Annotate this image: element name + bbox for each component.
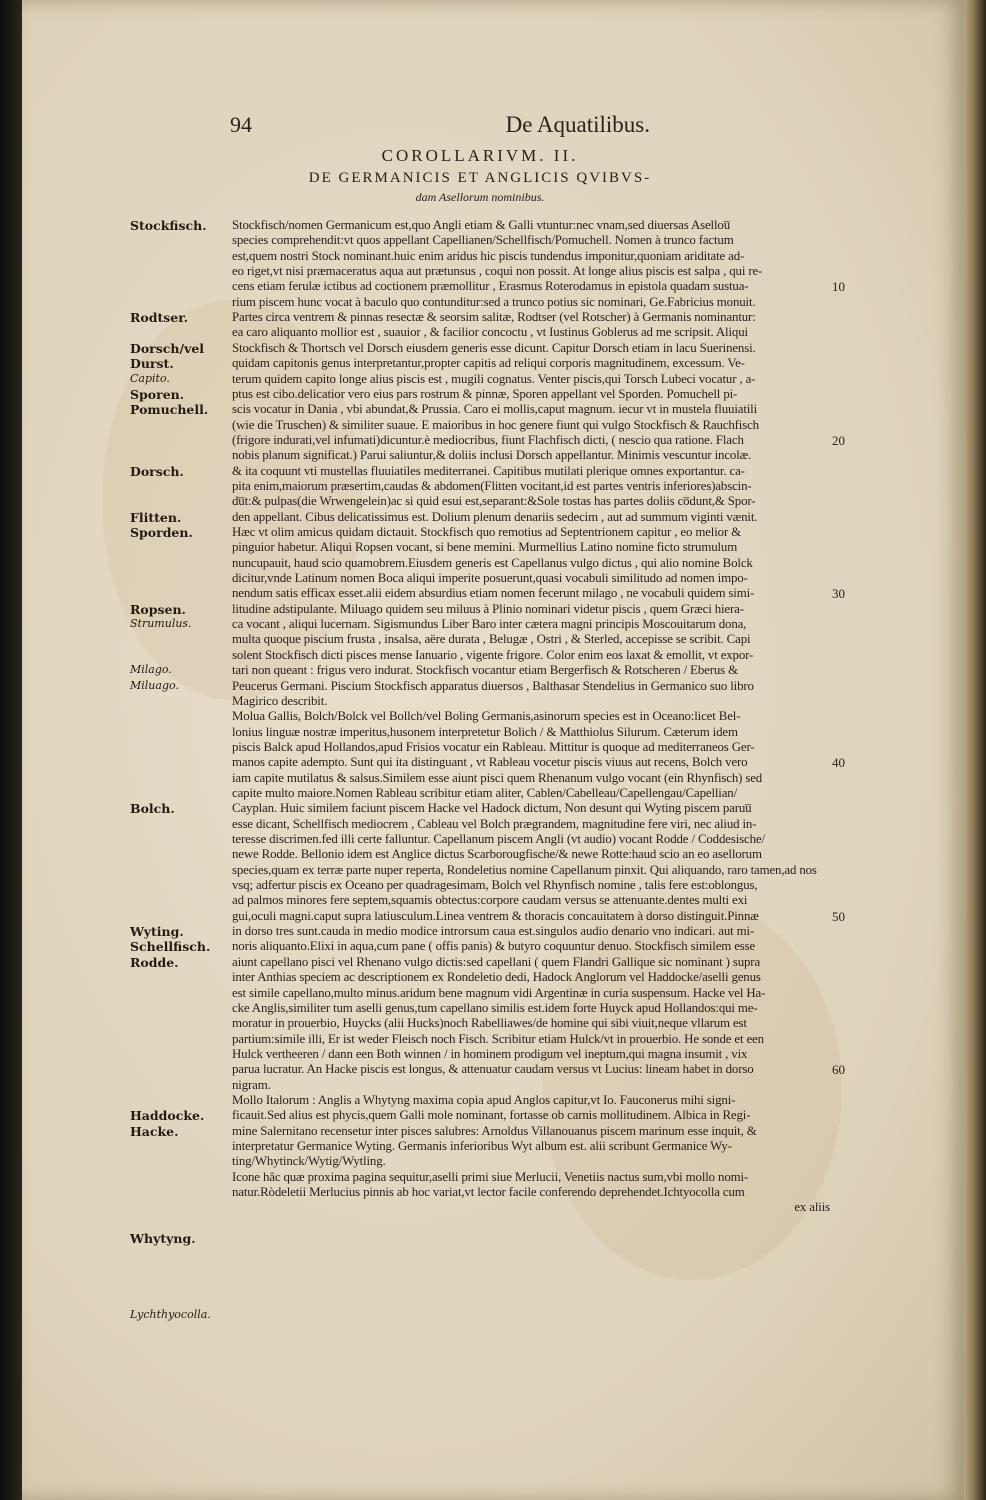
text-line: esse dicant, Schellfisch mediocrem , Cableau vel Bolch prægrandem, magnitudine fere viri, nec aliud in-: [232, 816, 757, 831]
line-number: 40: [832, 755, 845, 771]
margin-note: Ropsen.: [130, 601, 186, 617]
text-line: interpretatur Germanice Wyting. Germanis inferioribus Wyt album est. alii scribunt Germanice Wy-: [232, 1139, 732, 1153]
text-line: (wie die Truschen) & similiter suaue. E maioribus in hoc genere fiunt qui vulgo Stockfisch & Rauchfisch: [232, 417, 759, 432]
text-line: Magirico describit.: [232, 693, 328, 708]
text-line: nigram.: [232, 1077, 271, 1092]
line-number: 30: [832, 586, 845, 602]
text-line: capite multo maiore.Nomen Rableau scribitur etiam aliter, Cablen/Cabelleau/Capellengau/Capellian/: [232, 785, 738, 800]
text-line: nuncupauit, haud scio quamobrem.Eiusdem generis est Capellanus vulgo dictus , qui alio nomine Bolck: [232, 555, 753, 570]
text-line: est simile capellano,multo minus.aridum bene magnum vidi Argentinæ in curia suspensum. Hacke vel Ha-: [232, 985, 766, 1000]
line-number: 60: [832, 1062, 845, 1078]
text-line: teresse discrimen.fed illi certe falluntur. Capellanum piscem Angli (vt audio) vocant Rodde / Coddesische/: [232, 832, 765, 846]
text-line: ea caro aliquanto mollior est , suauior , & facilior concoctu , vt Iustinus Goblerus ad me scripsit. Aliqui: [232, 325, 748, 340]
text-line: ca vocant , aliqui lucernam. Sigismundus Liber Baro inter cætera magni principis Moscouitarum dona,: [232, 617, 747, 632]
margin-note: Milago.: [130, 663, 172, 677]
text-line: gui,oculi magni.caput supra latiusculum.Linea ventrem & thoracis concauitatem à dorso distinguit.Pinnæ: [232, 908, 759, 923]
text-line: piscis Balck apud Hollandos,apud Frisios vocatur ein Rableau. Mittitur is quoque ad mediterraneos Ger-: [232, 739, 755, 754]
text-line: newe Rodde. Bellonio idem est Anglice dictus Scarborougfische/& newe Rotte:haud scio an eo asellorum: [232, 847, 762, 862]
corollarium-heading: COROLLARIVM. II.: [381, 146, 579, 165]
margin-note: Capito.: [130, 371, 170, 385]
margin-note: Wyting.: [130, 924, 184, 940]
margin-note: Bolch.: [130, 801, 175, 817]
text-line: ad palmos minores fere septem,squamis obtectus:corpore caudam versus se attenuante.dentes multi exi: [232, 893, 748, 908]
text-line: cke Anglis,similiter tum aselli genus,tum capellano similis est.idem forte Huyck apud Hollandos:qui me-: [232, 1000, 758, 1015]
book-spine-shadow: [0, 0, 22, 1500]
text-line: terum quidem capito longe alius piscis est , mugili cognatus. Venter piscis,qui Torsch Lubeci vocatur , a-: [232, 371, 756, 386]
margin-note: Flitten.: [130, 509, 182, 525]
text-line: Stockfisch & Thortsch vel Dorsch eiusdem generis esse dicunt. Capitur Dorsch etiam in lacu Suerinensi.: [232, 340, 756, 355]
page-edge-shadow: [964, 0, 986, 1500]
text-line: noris aliquanto.Elixi in aqua,cum pane ( offis panis) & butyro coquuntur denuo. Stockfisch similem esse: [232, 939, 756, 954]
text-line: Mollo Italorum : Anglis a Whytyng maxima copia apud Anglos capitur,vt Io. Fauconerus mihi signi-: [232, 1092, 736, 1107]
margin-note: Dorsch.: [130, 463, 184, 479]
margin-note: Hacke.: [130, 1123, 179, 1139]
line-number: 50: [832, 908, 845, 924]
margin-note: Dorsch/vel: [130, 340, 205, 356]
text-line: rium piscem hunc vocat à baculo quo contunditur:sed a trunco potius sic nominari, Ge.Fabricius monuit.: [232, 294, 756, 309]
text-line: Icone hâc quæ proxima pagina sequitur,aselli primi siue Merlucii, Venetiis nactus sum,vbi mollo nomi-: [232, 1169, 749, 1184]
margin-note: Pomuchell.: [130, 402, 209, 418]
text-line: Stockfisch/nomen Germanicum est,quo Angli etiam & Galli vtuntur:nec vnam,sed diuersas Asellou̅: [232, 218, 730, 232]
line-number: 10: [832, 279, 845, 295]
text-line: pita enim,maiorum præsertim,caudas & abdomen(Flitten vocitant,id est partes ventris inferiores)abscin-: [232, 478, 752, 493]
text-line: ptus est cibo.delicatior vero eius pars rostrum & pinnæ, Sporen appellant vel Sporden. Pomuchell pi-: [232, 386, 738, 401]
text-line: aiunt capellano pisci vel Rhenano vulgo dictis:sed capellani ( quem Flandri Gallique sic nominant ) supra: [232, 954, 761, 969]
text-line: Hulck vertheeren / dann een Both winnen / in hominem prodigum vel ineptum,qui magna insumit , vix: [232, 1046, 748, 1061]
text-line: solent Stockfisch dicti pisces mense Ianuario , vigente frigore. Color enim eos laxat & emollit, vt expor-: [232, 647, 754, 662]
margin-note: Sporen.: [130, 386, 185, 402]
text-line: ex aliis: [794, 1200, 830, 1215]
section-heading: DE GERMANICIS ET ANGLICIS QVIBVS-: [308, 170, 652, 186]
margin-note: Stockfisch.: [130, 218, 207, 233]
margin-note: Lychthyocolla.: [130, 1307, 211, 1321]
margin-note: Miluago.: [130, 678, 179, 692]
margin-note: Schellfisch.: [130, 939, 211, 955]
text-line: parua lucratur. An Hacke piscis est longus, & attenuatur caudam versus vt Lucius: lineam habet in dorso: [232, 1062, 754, 1077]
margin-note: Rodde.: [130, 954, 179, 970]
margin-note: Rodtser.: [130, 310, 189, 326]
text-line: species,quam ex terræ parte nuper reperta, Rondeletius nomine Capellanum pinxit. Qui aliquando, raro tamen,ad nos: [232, 862, 817, 877]
text-line: natur.Ròdeletii Merlucius pinnis ab hoc variat,vt lector facile conferendo deprehendet.Ichtyocolla cum: [232, 1185, 745, 1200]
text-line: ficauit.Sed alius est phycis,quem Galli mole nominant, fortasse ob carnis mollitudinem. Albica in Regi-: [232, 1108, 751, 1123]
text-line: partium:simile illi, Er ist weder Fleisch noch Fisch. Scribitur etiam Hulck/vt in prouerbio. He sonde et een: [232, 1031, 764, 1046]
line-number: 20: [832, 432, 845, 448]
running-title: De Aquatilibus.: [505, 112, 650, 137]
text-line: mine Salernitano recensetur inter pisces salubres: Arnoldus Villanouanus piscem marinum esse inquit, &: [232, 1123, 757, 1138]
text-line: iam capite mutilatus & salsus.Similem esse aiunt pisci quem Rhenanum vulgo vocant (ein Rhynfisch) sed: [232, 770, 763, 785]
text-line: den appellant. Cibus delicatissimus est. Dolium plenum denariis sedecim , aut ad summum viginti vænit.: [232, 509, 758, 524]
text-line: Peucerus Germani. Piscium Stockfisch apparatus diuersos , Balthasar Stendelius in Germanico suo libro: [232, 678, 754, 693]
text-line: Cayplan. Huic similem faciunt piscem Hacke vel Hadock dictum, Non desunt qui Wyting piscem paruu̅: [232, 801, 752, 816]
text-line: nobis planum significat.) Parui saliuntur,& doliis inclusi Dorsch appellantur. Minimis vescuntur incolæ.: [232, 448, 752, 463]
text-line: quidam capitonis genus interpretantur,propter capitis ad reliqui corporis magnitudinem, excessum. Ve-: [232, 356, 745, 371]
text-line: (frigore indurati,vel infumati)dicuntur.è mediocribus, fiunt Flachfisch dicti, ( nescio qua ratione. Flach: [232, 432, 744, 447]
margin-note: Strumulus.: [130, 617, 192, 631]
text-line: & ita coquunt vti mustellas fluuiatiles mediterranei. Capitibus mutilati plerique omnes exportantur. ca-: [232, 463, 745, 478]
margin-note: Whytyng.: [130, 1231, 196, 1247]
text-line: multa quoque piscium frusta , insalsa, aëre durata , Belugæ , Ostri , & Sterled, accepisse se scribit. Capi: [232, 632, 751, 647]
margin-note: Sporden.: [130, 525, 193, 540]
section-subheading: dam Asellorum nominibus.: [415, 190, 545, 204]
text-line: manos capite adempto. Sunt qui ita distinguant , vt Rableau vocetur piscis viuus aut recens, Bolch vero: [232, 755, 748, 770]
text-line: inter Anthias speciem ac descriptionem ex Rondeletio dedi, Hadock Anglorum vel Haddocke/aselli genus: [232, 970, 761, 985]
text-line: Hæc vt olim amicus quidam dictauit. Stockfisch quo remotius ad Septentrionem capitur , eo melior &: [232, 525, 742, 539]
margin-note: Durst.: [130, 356, 174, 372]
text-line: pinguior habetur. Aliqui Ropsen vocant, si bene memini. Murmellius Latino nomine ficto strumulum: [232, 540, 738, 555]
margin-note: Haddocke.: [130, 1108, 205, 1124]
page-header: [230, 112, 650, 142]
text-line: est,quem nostri Stock nominant.huic enim aridus hic piscis tundendus imponitur,quoniam ariditate ad-: [232, 248, 745, 263]
text-line: cens etiam ferulæ ictibus ad coctionem præmollitur , Erasmus Roterodamus in epistola quadam sustua-: [232, 279, 749, 294]
text-line: scis vocatur in Dania , vbi abundat,& Prussia. Caro ei mollis,caput magnum. iecur vt in mustela fluuiatili: [232, 402, 758, 417]
text-line: species comprehendit:vt quos appellant Capellianen/Schellfisch/Pomuchell. Nomen à trunco factum: [232, 233, 734, 248]
text-line: Partes circa ventrem & pinnas resectæ & seorsim salitæ, Rodtser (vel Rotscher) à Germanis nominantur:: [232, 310, 756, 325]
text-line: vsq; adfertur piscis ex Oceano per quadragesimam, Bolch vel Rhynfisch nomine , talis fere est:oblongus,: [232, 878, 758, 893]
text-line: ting/Whytinck/Wytig/Wytling.: [232, 1154, 386, 1169]
text-line: eo riget,vt nisi præmaceratus aqua aut prætunsus , coqui non possit. At longe alius piscis est salpa , qui re-: [232, 264, 763, 279]
text-line: in dorso tres sunt.cauda in medio modice introrsum caua est.singulos audio denario vno indicari. aut mi-: [232, 924, 755, 939]
page-number: 94: [230, 112, 252, 137]
text-line: nendum satis efficax esset.alii eidem absurdius etiam nomen fecerunt milago , ne vocabuli quidem simi-: [232, 586, 755, 601]
text-line: lonius linguæ nostræ imperitus,husonem interpretetur Bolich / & Matthiolus Silurum. Cæterum idem: [232, 724, 738, 739]
text-line: Molua Gallis, Bolch/Bolck vel Bollch/vel Boling Germanis,asinorum species est in Oceano:licet Bel-: [232, 709, 741, 724]
text-line: litudine adstipulante. Miluago quidem seu miluus à Plinio nominari videtur piscis , quem Græci hiera-: [232, 601, 744, 616]
text-line: moratur in prouerbio, Huycks (alii Hucks)noch Rabelliawes/de homine qui sibi viuit,neque vllarum est: [232, 1016, 747, 1031]
text-line: du̅t:& pulpas(die Wrwengelein)ac si quid esui est,separant:&Sole tostas has partes doliis co̅dunt,& Spor-: [232, 494, 756, 509]
text-line: dicitur,vnde Latinum nomen Boca aliqui imperite posuerunt,quasi vocabuli similitudo ad nomen impo-: [232, 571, 748, 586]
text-line: tari non queant : frigus vero indurat. Stockfisch vocantur etiam Bergerfisch & Rotscheren / Eberus &: [232, 663, 738, 678]
